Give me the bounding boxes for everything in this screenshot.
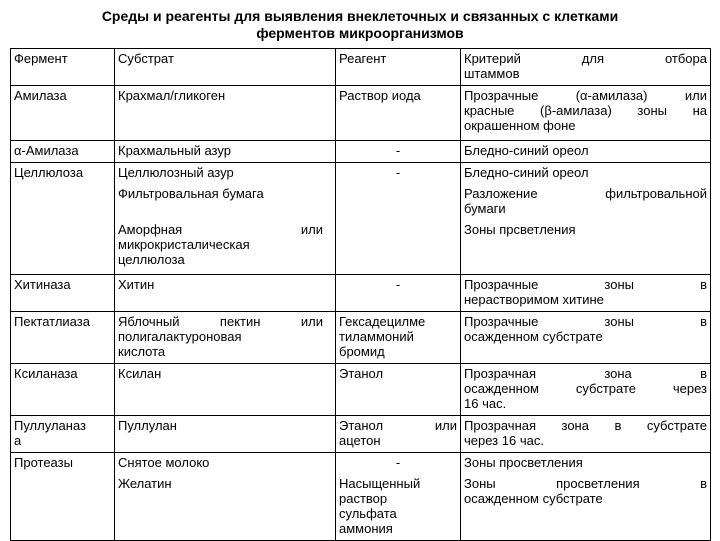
- reagent-line: аммония: [339, 520, 393, 536]
- substrate-line: целлюлоза: [118, 252, 185, 267]
- cell-enzyme: Ксиланаза: [11, 363, 115, 415]
- reagent-line: Гексадецилме: [339, 313, 426, 329]
- cell-reagent: [336, 184, 461, 220]
- enzyme-line: а: [14, 432, 22, 448]
- criterion-line: Прозрачные зоны в: [464, 313, 707, 329]
- page-title: [0, 8, 720, 42]
- cell-enzyme: Пектатлиаза: [11, 311, 115, 363]
- table-row: [11, 311, 711, 363]
- criterion-line: осажденном субстрате через: [464, 380, 707, 396]
- cell-reagent: Раствор иода: [336, 86, 461, 141]
- header-substrate: Субстрат: [115, 49, 336, 86]
- criterion-line: осажденном субстрате: [464, 490, 603, 506]
- table-row: [11, 86, 711, 141]
- title-line-2: ферментов микроорганизмов: [256, 25, 464, 41]
- cell-criterion: [461, 184, 711, 220]
- cell-substrate: Фильтровальная бумага: [115, 184, 336, 220]
- cell-reagent: Этанол: [336, 363, 461, 415]
- cell-reagent: [336, 220, 461, 274]
- substrate-line: Яблочный пектин или: [118, 313, 323, 329]
- cell-reagent: [336, 415, 461, 452]
- cell-enzyme: α-Амилаза: [11, 141, 115, 163]
- criterion-line: 16 час.: [464, 395, 507, 411]
- criterion-line: нерастворимом хитине: [464, 291, 604, 307]
- header-enzyme: Фермент: [11, 49, 115, 86]
- cell-reagent: -: [336, 452, 461, 474]
- criterion-line: через 16 час.: [464, 432, 544, 448]
- substrate-line: полигалактуроновая: [118, 328, 242, 344]
- cell-criterion: [461, 363, 711, 415]
- cell-reagent: -: [336, 274, 461, 311]
- table-row: [11, 274, 711, 311]
- reagent-line: бромид: [339, 343, 385, 359]
- cell-enzyme: Протеазы: [11, 452, 115, 474]
- cell-criterion: [461, 311, 711, 363]
- cell-substrate: Пуллулан: [115, 415, 336, 452]
- cell-substrate: Крахмал/гликоген: [115, 86, 336, 141]
- reagent-line: тиламмоний: [339, 328, 414, 344]
- criterion-line: Прозрачная зона в субстрате: [464, 417, 707, 433]
- reagent-line: Насыщенный: [339, 475, 421, 491]
- reagent-line: ацетон: [339, 432, 381, 448]
- substrate-line: Аморфная или: [118, 222, 323, 237]
- criterion-line: Прозрачные зоны в: [464, 276, 707, 292]
- header-criterion: [461, 49, 711, 86]
- cell-reagent: [336, 311, 461, 363]
- cell-reagent: -: [336, 163, 461, 185]
- table-row: [11, 141, 711, 163]
- cell-criterion: [461, 86, 711, 141]
- cell-enzyme: Амилаза: [11, 86, 115, 141]
- cell-substrate: Желатин: [115, 474, 336, 541]
- header-reagent: Реагент: [336, 49, 461, 86]
- cell-enzyme: Целлюлоза: [11, 163, 115, 185]
- reagent-line: сульфата: [339, 505, 397, 521]
- criterion-line: окрашенном фоне: [464, 118, 576, 133]
- cell-enzyme: [11, 184, 115, 220]
- cell-substrate: Хитин: [115, 274, 336, 311]
- header-criterion-line-2: штаммов: [464, 66, 520, 81]
- enzyme-media-table: [10, 48, 711, 541]
- criterion-line: Разложение фильтровальной: [464, 186, 707, 201]
- table-row: [11, 415, 711, 452]
- criterion-line: красные (β-амилаза) зоны на: [464, 103, 707, 118]
- enzyme-line: Пуллуланаз: [14, 417, 86, 433]
- reagent-line: раствор: [339, 490, 388, 506]
- substrate-line: микрокристалическая: [118, 237, 250, 252]
- cell-criterion: Бледно-синий ореол: [461, 163, 711, 185]
- criterion-line: бумаги: [464, 201, 506, 216]
- table-row: [11, 363, 711, 415]
- table-row: [11, 474, 711, 541]
- table-row: [11, 220, 711, 274]
- cell-criterion: Зоны просветления: [461, 452, 711, 474]
- cell-substrate: Ксилан: [115, 363, 336, 415]
- title-line-1: Среды и реагенты для выявления внеклеточных и связанных с клетками: [101, 8, 619, 24]
- cell-reagent: -: [336, 141, 461, 163]
- cell-enzyme: Хитиназа: [11, 274, 115, 311]
- cell-enzyme: [11, 415, 115, 452]
- cell-substrate: [115, 311, 336, 363]
- cell-criterion: Зоны прсветления: [461, 220, 711, 274]
- table-row: [11, 452, 711, 474]
- cell-criterion: [461, 415, 711, 452]
- cell-criterion: [461, 274, 711, 311]
- header-criterion-line-1: Критерий для отбора: [464, 51, 707, 66]
- cell-substrate: [115, 220, 336, 274]
- table-header-row: [11, 49, 711, 86]
- cell-enzyme: [11, 474, 115, 541]
- cell-substrate: Целлюлозный азур: [115, 163, 336, 185]
- cell-enzyme: [11, 220, 115, 274]
- cell-reagent: [336, 474, 461, 541]
- cell-substrate: Крахмальный азур: [115, 141, 336, 163]
- criterion-line: Прозрачные (α-амилаза) или: [464, 88, 707, 103]
- criterion-line: Прозрачная зона в: [464, 365, 707, 381]
- cell-criterion: [461, 474, 711, 541]
- table-row: [11, 163, 711, 185]
- substrate-line: кислота: [118, 343, 166, 359]
- cell-substrate: Снятое молоко: [115, 452, 336, 474]
- reagent-line: Этанол или: [339, 417, 457, 433]
- table-row: [11, 184, 711, 220]
- criterion-line: Зоны просветления в: [464, 475, 707, 491]
- criterion-line: осажденном субстрате: [464, 328, 603, 344]
- cell-criterion: Бледно-синий ореол: [461, 141, 711, 163]
